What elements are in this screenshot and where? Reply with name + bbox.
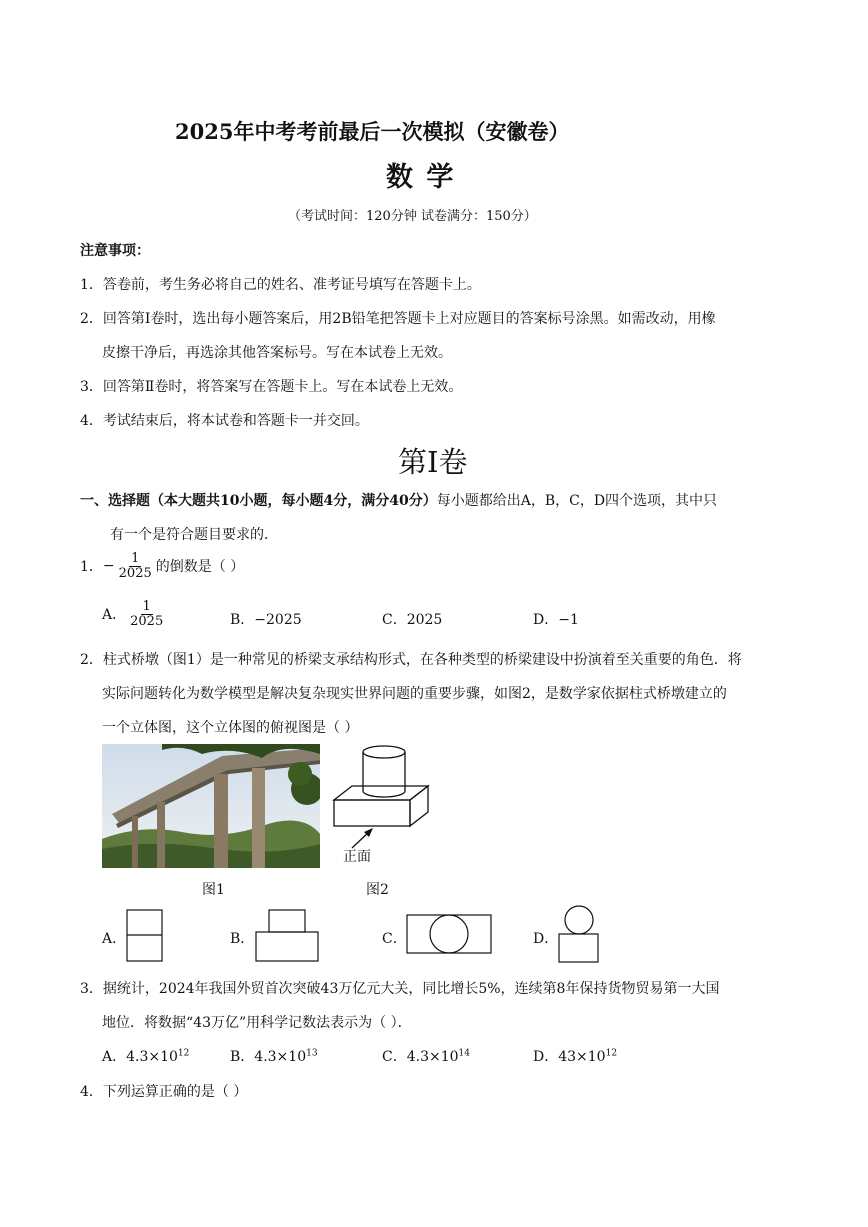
- q1-a-label: A．: [102, 607, 127, 624]
- section1-bold: 一、选择题（本大题共10小题，每小题4分，满分40分）: [80, 493, 437, 509]
- option-b-shape: [255, 909, 321, 963]
- part1-title: 第Ⅰ卷: [398, 445, 468, 479]
- q3-a-text: A．4.3×10: [102, 1049, 178, 1065]
- q1-a-num: 1: [142, 599, 151, 614]
- q3-d-exp: 12: [605, 1048, 618, 1059]
- q2-option-c-label: C．: [382, 931, 407, 947]
- q2-option-b-label: B．: [230, 931, 255, 947]
- q3-line1: 3．据统计，2024年我国外贸首次突破43万亿元大关，同比增长5%，连续第8年保持货物贸易第一大国: [80, 981, 720, 997]
- q3-option-c: [382, 1046, 470, 1066]
- section1-heading: [80, 490, 717, 510]
- q3-option-b: [230, 1046, 318, 1066]
- q3-line2: 地位．将数据“43万亿”用科学记数法表示为（ ）．: [102, 1015, 412, 1031]
- q3-b-text: B．4.3×10: [230, 1049, 307, 1065]
- exam-info: （考试时间：120分钟 试卷满分：150分）: [288, 209, 537, 224]
- q3-option-d: [533, 1046, 617, 1066]
- fig2-caption: 图2: [366, 882, 389, 898]
- q1-minus: −: [102, 558, 115, 575]
- note-item: 1．答卷前，考生务必将自己的姓名、准考证号填写在答题卡上。: [80, 277, 481, 293]
- option-c-shape: [406, 914, 494, 956]
- note-item: 3．回答第Ⅱ卷时，将答案写在答题卡上。写在本试卷上无效。: [80, 379, 463, 395]
- note-item: 4．考试结束后，将本试卷和答题卡一并交回。: [80, 413, 369, 429]
- exam-title: 2025年中考考前最后一次模拟（安徽卷）: [175, 119, 570, 144]
- q3-b-exp: 13: [306, 1048, 318, 1059]
- q1-a-fraction: [128, 600, 165, 628]
- q3-c-exp: 14: [458, 1048, 470, 1059]
- q3-d-text: D．43×10: [533, 1049, 606, 1065]
- q1-number: 1．: [80, 559, 103, 576]
- notes-heading: 注意事项：: [80, 243, 150, 259]
- q1-frac-num: 1: [131, 551, 140, 566]
- fig1-caption: 图1: [202, 882, 225, 898]
- q3-a-exp: 12: [177, 1048, 190, 1059]
- bridge-photo: [102, 744, 320, 868]
- q4-stem: 4．下列运算正确的是（ ）: [80, 1084, 248, 1100]
- q2-line: 2．柱式桥墩（图1）是一种常见的桥梁支承结构形式，在各种类型的桥梁建设中扮演着至关重要的角色．将: [80, 652, 742, 668]
- q2-line: 一个立体图，这个立体图的俯视图是（ ）: [102, 720, 359, 736]
- section1-line2: 有一个是符合题目要求的．: [110, 527, 278, 543]
- question-1: [80, 552, 244, 580]
- note-item: 皮擦干净后，再选涂其他答案标号。写在本试卷上无效。: [102, 345, 452, 361]
- q1-option-a: [102, 600, 167, 628]
- q1-option-d: D．−1: [533, 612, 579, 628]
- q2-option-a-label: A．: [102, 931, 127, 947]
- q1-stem: 的倒数是（ ）: [155, 559, 245, 576]
- q3-option-a: [102, 1046, 189, 1066]
- option-d-shape: [556, 905, 602, 965]
- front-label: 正面: [343, 849, 371, 865]
- q1-a-den: 2025: [130, 613, 164, 629]
- note-item: 2．回答第Ⅰ卷时，选出每小题答案后，用2B铅笔把答题卡上对应题目的答案标号涂黑。如需改动，用橡: [80, 311, 716, 327]
- subject-title: 数 学: [386, 162, 456, 193]
- q2-option-d-label: D．: [533, 931, 559, 947]
- option-a-shape: [126, 909, 164, 963]
- q1-fraction: [117, 552, 154, 580]
- q3-c-text: C．4.3×10: [382, 1049, 459, 1065]
- q1-option-b: B．−2025: [230, 612, 302, 628]
- q1-frac-den: 2025: [118, 565, 152, 581]
- q2-line: 实际问题转化为数学模型是解决复杂现实世界问题的重要步骤，如图2，是数学家依据柱式桥墩建立的: [102, 686, 727, 702]
- section1-rest: 每小题都给出A，B，C，D四个选项，其中只: [436, 493, 718, 509]
- q1-option-c: C．2025: [382, 612, 443, 628]
